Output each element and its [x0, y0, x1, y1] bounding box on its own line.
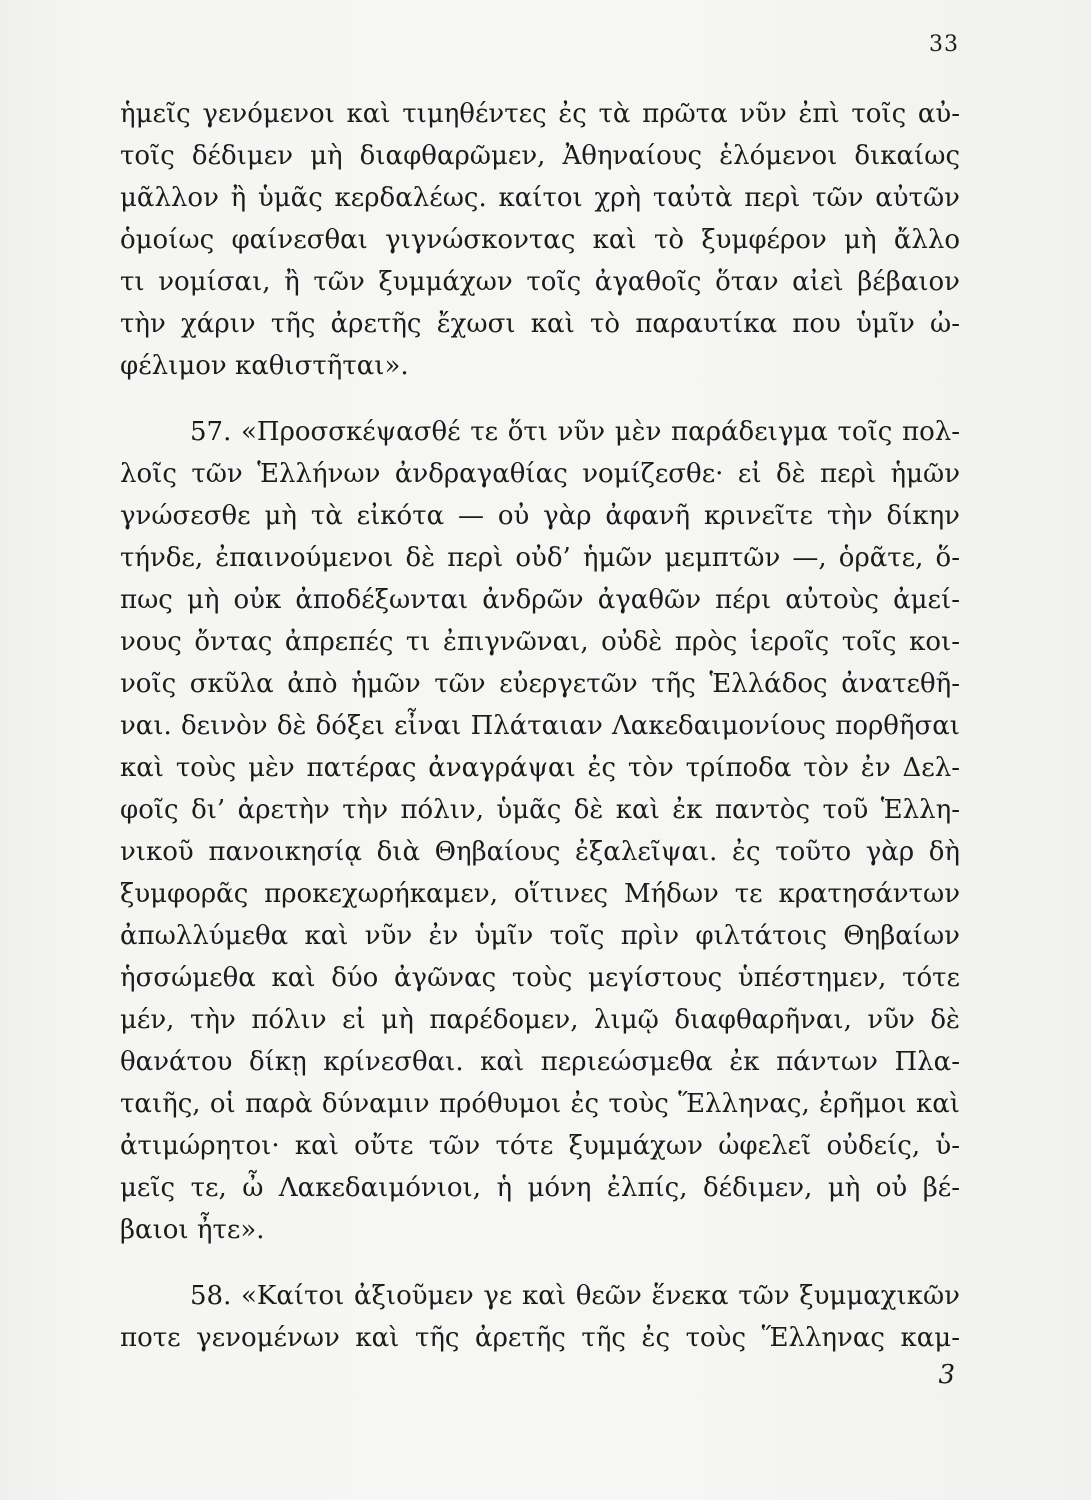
text-line: φοῖς δι’ ἀρετὴν τὴν πόλιν, ὑμᾶς δὲ καὶ ἐκ παντὸς τοῦ Ἑλλη- — [120, 795, 960, 825]
page-number: 33 — [929, 32, 959, 57]
text-line: ἀτιμώρητοι· καὶ οὔτε τῶν τότε ξυμμάχων ὠφελεῖ οὐδείς, ὑ- — [120, 1131, 960, 1161]
text-line: τὴν χάριν τῆς ἀρετῆς ἔχωσι καὶ τὸ παραυτίκα που ὑμῖν ὠ- — [120, 309, 960, 339]
text-line: μᾶλλον ἢ ὑμᾶς κερδαλέως. καίτοι χρὴ ταὐτὰ περὶ τῶν αὐτῶν — [120, 183, 960, 213]
text-line: λοῖς τῶν Ἑλλήνων ἀνδραγαθίας νομίζεσθε· εἰ δὲ περὶ ἡμῶν — [120, 459, 960, 489]
body-text — [120, 93, 960, 1359]
text-line: ναι. δεινὸν δὲ δόξει εἶναι Πλάταιαν Λακεδαιμονίους πορθῆσαι — [120, 711, 960, 741]
text-line: ἡσσώμεθα καὶ δύο ἀγῶνας τοὺς μεγίστους ὑπέστημεν, τότε — [120, 963, 960, 993]
text-line: τήνδε, ἐπαινούμενοι δὲ περὶ οὐδ’ ἡμῶν μεμπτῶν —, ὁρᾶτε, ὅ- — [120, 543, 960, 573]
text-line: βαιοι ἦτε». — [120, 1215, 265, 1245]
paragraph-gap — [120, 387, 960, 411]
text-line: φέλιμον καθιστῆται». — [120, 351, 409, 381]
text-line: 58. «Καίτοι ἀξιοῦμεν γε καὶ θεῶν ἕνεκα τῶν ξυμμαχικῶν — [190, 1281, 960, 1311]
text-line: μέν, τὴν πόλιν εἰ μὴ παρέδομεν, λιμῷ διαφθαρῆναι, νῦν δὲ — [120, 1005, 960, 1035]
paragraph-gap — [120, 1251, 960, 1275]
text-line: τοῖς δέδιμεν μὴ διαφθαρῶμεν, Ἀθηναίους ἑλόμενοι δικαίως — [120, 141, 960, 171]
text-line: νους ὄντας ἀπρεπές τι ἐπιγνῶναι, οὐδὲ πρὸς ἱεροῖς τοῖς κοι- — [120, 627, 960, 657]
text-line: θανάτου δίκῃ κρίνεσθαι. καὶ περιεώσμεθα ἐκ πάντων Πλα- — [120, 1047, 960, 1077]
text-line: τι νομίσαι, ἢ τῶν ξυμμάχων τοῖς ἀγαθοῖς ὅταν αἰεὶ βέβαιον — [120, 267, 960, 297]
text-line: 57. «Προσσκέψασθέ τε ὅτι νῦν μὲν παράδειγμα τοῖς πολ- — [190, 417, 960, 447]
signature-mark: 3 — [938, 1360, 955, 1390]
text-line: ἀπωλλύμεθα καὶ νῦν ἐν ὑμῖν τοῖς πρὶν φιλτάτοις Θηβαίων — [120, 921, 960, 951]
text-line: καὶ τοὺς μὲν πατέρας ἀναγράψαι ἐς τὸν τρίποδα τὸν ἐν Δελ- — [120, 753, 960, 783]
text-line: μεῖς τε, ὦ Λακεδαιμόνιοι, ἡ μόνη ἐλπίς, δέδιμεν, μὴ οὐ βέ- — [120, 1173, 960, 1203]
text-line: ξυμφορᾶς προκεχωρήκαμεν, οἵτινες Μήδων τε κρατησάντων — [120, 879, 960, 909]
paragraph-58 — [120, 1275, 960, 1359]
text-line: ἡμεῖς γενόμενοι καὶ τιμηθέντες ἐς τὰ πρῶτα νῦν ἐπὶ τοῖς αὐ- — [120, 99, 960, 129]
paragraph-57 — [120, 411, 960, 1251]
text-line: ὁμοίως φαίνεσθαι γιγνώσκοντας καὶ τὸ ξυμφέρον μὴ ἄλλο — [120, 225, 960, 255]
paragraph-continuation — [120, 93, 960, 387]
text-line: ταιῆς, οἱ παρὰ δύναμιν πρόθυμοι ἐς τοὺς Ἕλληνας, ἐρῆμοι καὶ — [120, 1089, 960, 1119]
text-line: γνώσεσθε μὴ τὰ εἰκότα — οὐ γὰρ ἀφανῆ κρινεῖτε τὴν δίκην — [120, 501, 960, 531]
text-line: ποτε γενομένων καὶ τῆς ἀρετῆς τῆς ἐς τοὺς Ἕλληνας καμ- — [120, 1323, 960, 1353]
text-line: νικοῦ πανοικησίᾳ διὰ Θηβαίους ἐξαλεῖψαι. ἐς τοῦτο γὰρ δὴ — [120, 837, 960, 867]
text-line: νοῖς σκῦλα ἀπὸ ἡμῶν τῶν εὐεργετῶν τῆς Ἑλλάδος ἀνατεθῆ- — [120, 669, 960, 699]
text-line: πως μὴ οὐκ ἀποδέξωνται ἀνδρῶν ἀγαθῶν πέρι αὐτοὺς ἀμεί- — [120, 585, 960, 615]
